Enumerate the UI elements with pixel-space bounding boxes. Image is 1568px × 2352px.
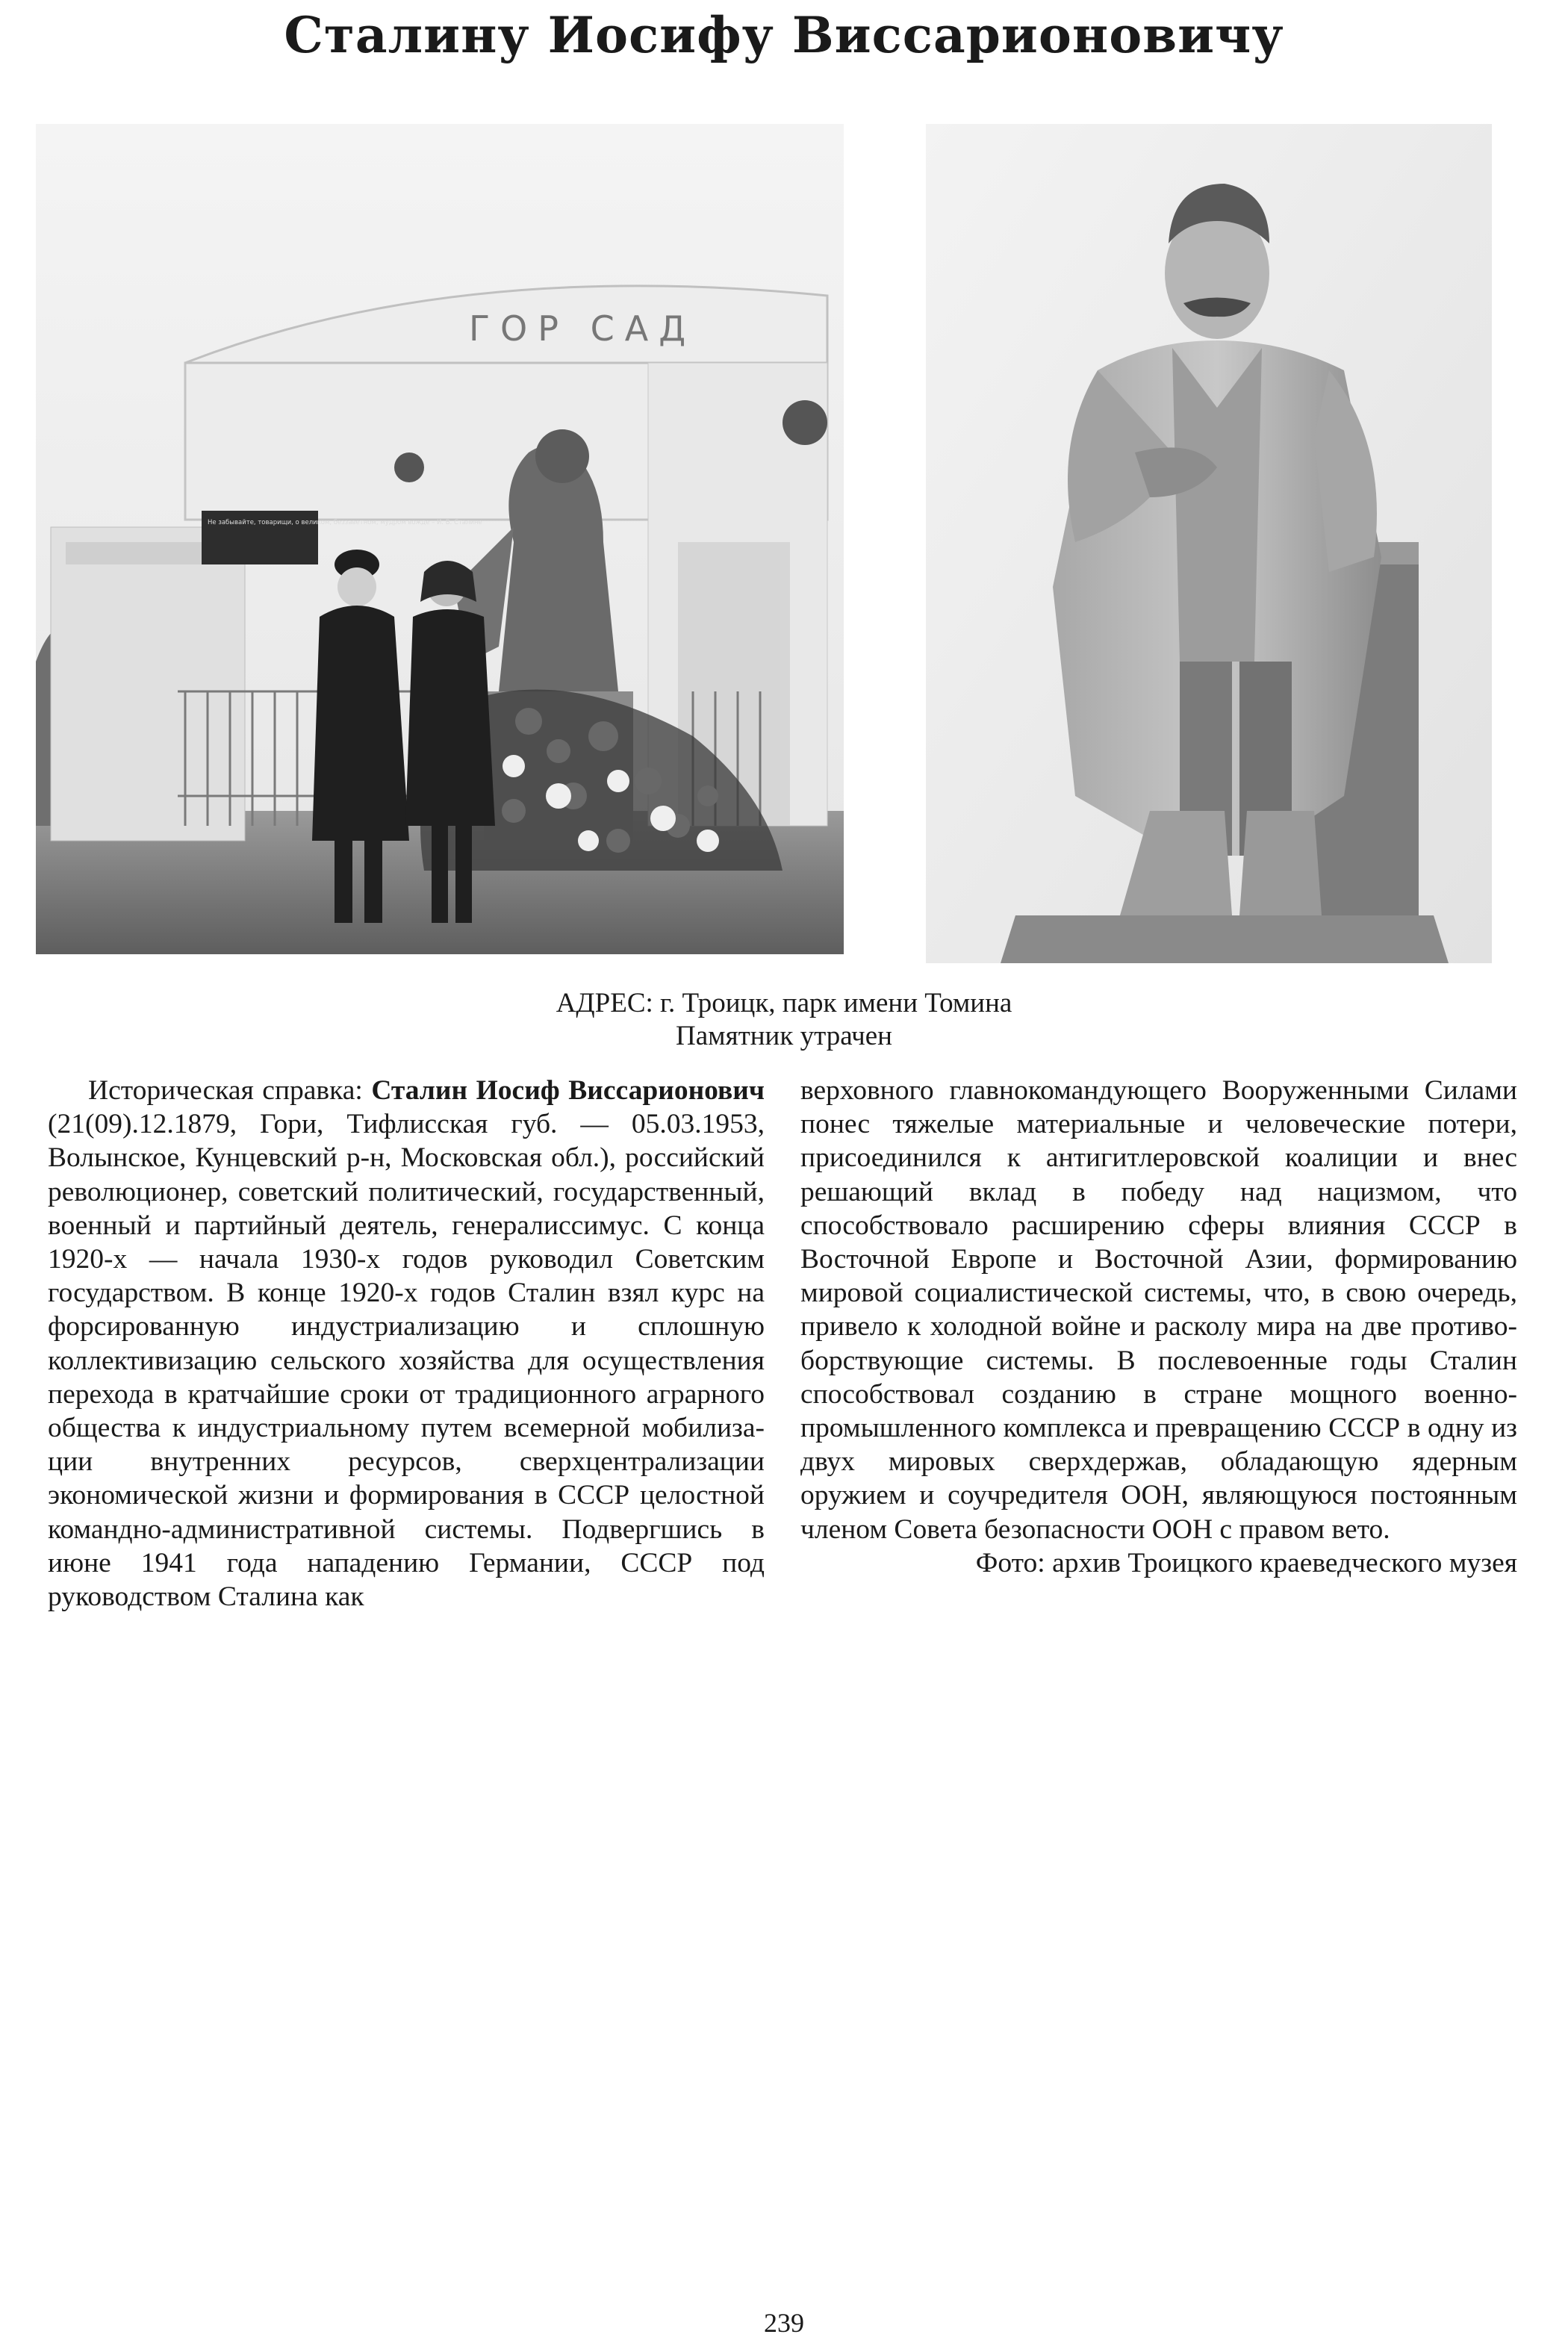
monument-status: Памятник утрачен [676, 1021, 892, 1051]
photo-credit: Фото: архив Троицкого краеведческого музея [975, 1547, 1517, 1578]
monument-gate-photo [36, 124, 844, 954]
statue-photo [926, 124, 1492, 963]
person-name: Сталин Иосиф Виссарионович [371, 1075, 765, 1106]
history-text-left: (21(09).12.1879, Гори, Тифлисская губ. — 05.03.1953, Волынское, Кунцевский р-н, Московская обл.), российский революционер, советский политический, государственный, военный и партийный деятель, генералиссимус. С конца 1920-х — начала 1930-х годов руководил Советским государством. В конце 1920-х годов Сталин взял курс на форсированную индустриализацию и сплошную коллективизацию сельского хозяйства для осуществления перехода в кратчайшие сроки от традиционного аграрного общества к индустриальному путем всемерной мобилизации внутренних ресурсов, сверхцентрализации экономической жизни и формирования в СССР целостной командно-административной системы. Подвергшись в июне 1941 года нападению Германии, СССР под руководством Сталина как [48, 1109, 765, 1613]
history-label: Историческая справка: [88, 1075, 363, 1106]
history-column-left [48, 1074, 765, 1614]
plaque-text: Не забывайте, товарищи, о великом, беззаветном, мудром вожде – И. В. Сталине [208, 519, 482, 526]
history-column-right [800, 1074, 1517, 1580]
statue-image [926, 124, 1492, 963]
gate-sign-text: ГОР САД [469, 308, 697, 349]
history-text-right: верховного главнокомандующего Вооруженными Силами понес тяжелые материальные и человеческие потери, присоединился к антигитлеровской коалиции и внес решающий вклад в победу над нацизмом, что способствовало расширению сферы влияния СССР в Восточной Европе и Восточной Азии, формированию мировой социалистической системы, что, в свою очередь, привело к холодной войне и расколу мира на две противоборствующие системы. В послевоенные годы Сталин способствовал созданию в стране мощного военно-промышленного комплекса и превращению СССР в одну из двух мировых сверхдержав, обладающую ядерным оружием и соучредителя ООН, являющуюся постоянным членом Совета безопасности ООН с правом вето. [800, 1075, 1517, 1545]
page-title: Сталину Иосифу Виссарионовичу [284, 6, 1284, 64]
svg-text:Не забывайте, товарищи, о вели [208, 519, 482, 526]
address-line: АДРЕС: г. Троицк, парк имени Томина [556, 988, 1012, 1018]
page-number: 239 [764, 2308, 804, 2338]
monument-gate-image [36, 124, 844, 954]
